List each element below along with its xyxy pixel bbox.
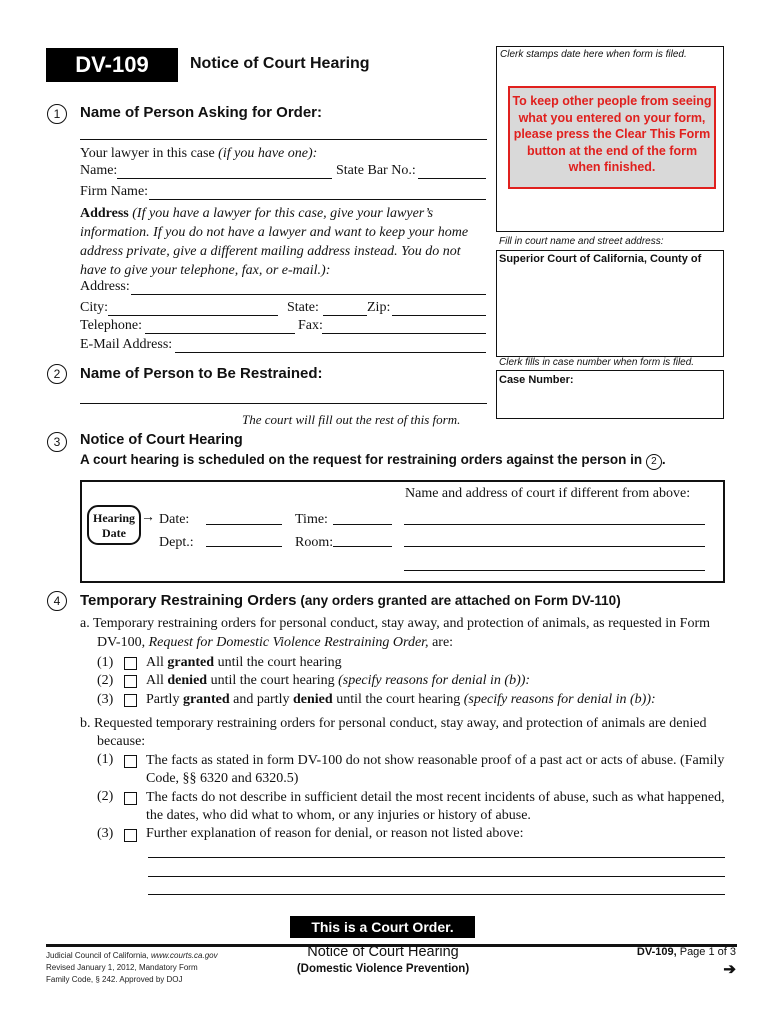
arrow-icon: → [141, 510, 155, 525]
t: and partly [229, 692, 293, 707]
alt-court-field-3[interactable] [404, 570, 705, 571]
telephone-label: Telephone: [80, 318, 142, 333]
address-label: Address: [80, 279, 130, 294]
a-opt-3-number: (3) [97, 692, 114, 707]
address-field[interactable] [131, 294, 486, 295]
court-name-note: Fill in court name and street address: [499, 236, 664, 247]
court-fill-note: The court will fill out the rest of this form. [242, 412, 461, 427]
date-label: Date: [159, 512, 190, 527]
l: The facts do not describe in sufficient detail the most recent incidents of abuse, such as what happened, [146, 790, 725, 805]
t: until the court hearing [214, 655, 342, 670]
form-id-badge: DV-109 [46, 48, 178, 82]
l: The facts as stated in form DV-100 do not show reasonable proof of a past act or acts of abuse. (Family [146, 753, 725, 768]
clear-form-warning: To keep other people from seeing what you entered on your form, please press the Clear This Form button at the end of the form when finished. [508, 86, 716, 189]
room-label: Room: [295, 535, 334, 550]
section-1-title: Name of Person Asking for Order: [80, 104, 322, 121]
address-note-1: (If you have a lawyer for this case, give your lawyer’s [132, 206, 434, 221]
name-label: Name: [80, 163, 118, 178]
hearing-text: A court hearing is scheduled on the request for restraining orders against the person in [80, 452, 643, 467]
court-name-field[interactable] [496, 250, 724, 357]
case-number-label: Case Number: [499, 374, 574, 386]
reason-field-3[interactable] [148, 894, 725, 895]
form-title: Notice of Court Hearing [190, 55, 370, 72]
b: granted [167, 655, 215, 670]
footer-form-id: DV-109, [636, 946, 677, 958]
l: the dates, who did what to whom, or any injuries or history of abuse. [146, 808, 531, 823]
state-bar-label: State Bar No.: [336, 163, 416, 178]
petitioner-name-field[interactable] [80, 139, 487, 140]
page-number: Page 1 of 3 [676, 946, 736, 958]
city-field[interactable] [108, 315, 278, 316]
state-label: State: [287, 300, 319, 315]
footer-title: Notice of Court Hearing [307, 944, 459, 960]
item-b-text-2: because: [97, 734, 146, 749]
item-a-text: a. Temporary restraining orders for personal conduct, stay away, and protection of animals, as requested in Form [80, 616, 710, 631]
lawyer-note: (if you have one): [218, 146, 318, 161]
firm-name-field[interactable] [149, 199, 486, 200]
b-opt-1-text [146, 752, 724, 788]
b-opt-1-checkbox[interactable] [124, 755, 137, 768]
footer-subtitle: (Domestic Violence Prevention) [296, 963, 470, 975]
city-label: City: [80, 300, 109, 315]
i: (specify reasons for denial in (b)): [338, 673, 531, 688]
t: Partly [146, 692, 183, 707]
reason-field-2[interactable] [148, 876, 725, 877]
time-field[interactable] [333, 524, 392, 525]
case-number-note: Clerk fills in case number when form is filed. [499, 357, 695, 368]
l: Family Code, § 242. Approved by DOJ [46, 975, 183, 984]
clerk-stamp-note: Clerk stamps date here when form is filed. [500, 49, 687, 60]
a-opt-3-text [146, 692, 656, 708]
hearing-scheduled-text: A court hearing is scheduled on the request for restraining orders against the person in 2 . [80, 452, 666, 470]
t: until the court hearing [207, 673, 339, 688]
b: granted [182, 692, 230, 707]
page-indicator [637, 946, 736, 958]
section-4-title-main: Temporary Restraining Orders [80, 592, 297, 609]
footer-left [46, 950, 218, 986]
firm-name-label: Firm Name: [80, 184, 149, 199]
lawyer-name-field[interactable] [117, 178, 332, 179]
dv100-title: Request for Domestic Violence Restraining Order, [148, 635, 429, 650]
a-opt-2-number: (2) [97, 673, 114, 688]
state-bar-field[interactable] [418, 178, 486, 179]
a-opt-3-checkbox[interactable] [124, 694, 137, 707]
dv100: DV-100, [97, 635, 146, 650]
dept-label: Dept.: [159, 535, 194, 550]
fax-field[interactable] [322, 333, 486, 334]
zip-field[interactable] [392, 315, 486, 316]
reason-field-1[interactable] [148, 857, 725, 858]
state-field[interactable] [323, 315, 367, 316]
lawyer-line [80, 146, 317, 162]
l: Code, §§ 6320 and 6320.5) [146, 771, 299, 786]
hearing-word: Hearing [93, 511, 135, 525]
alt-court-field-2[interactable] [404, 546, 705, 547]
t: All [146, 655, 168, 670]
item-b-text: b. Requested temporary restraining orders for personal conduct, stay away, and protection of animals are denied [80, 716, 707, 731]
b-opt-3-number: (3) [97, 826, 114, 841]
ref-2: 2 [646, 454, 662, 470]
i: (specify reasons for denial in (b)): [463, 692, 656, 707]
restrained-name-field[interactable] [80, 403, 487, 404]
a-opt-1-checkbox[interactable] [124, 657, 137, 670]
t: All [146, 673, 168, 688]
court-order-banner: This is a Court Order. [290, 916, 475, 938]
section-2-title: Name of Person to Be Restrained: [80, 365, 323, 382]
a-opt-1-number: (1) [97, 655, 114, 670]
b-opt-2-number: (2) [97, 789, 114, 804]
address-heading: Address [80, 206, 129, 221]
b: denied [293, 692, 333, 707]
section-2-number: 2 [47, 364, 67, 384]
dept-field[interactable] [206, 546, 282, 547]
hearing-date-badge [87, 505, 141, 545]
b-opt-1-number: (1) [97, 752, 114, 767]
t: until the court hearing [332, 692, 464, 707]
address-note-4: have to give your telephone, fax, or e-mail.): [80, 263, 331, 278]
section-3-title: Notice of Court Hearing [80, 432, 243, 448]
telephone-field[interactable] [145, 333, 295, 334]
email-label: E-Mail Address: [80, 337, 173, 352]
alt-court-label: Name and address of court if different from above: [405, 486, 691, 501]
b-opt-3-checkbox[interactable] [124, 829, 137, 842]
email-field[interactable] [175, 352, 486, 353]
section-3-number: 3 [47, 432, 67, 452]
website-link[interactable]: www.courts.ca.gov [150, 951, 218, 960]
a-opt-1-text [146, 655, 342, 671]
section-4-number: 4 [47, 591, 67, 611]
alt-court-field-1[interactable] [404, 524, 705, 525]
a-opt-2-text [146, 673, 530, 689]
l: Revised January 1, 2012, Mandatory Form [46, 963, 198, 972]
b: denied [167, 673, 208, 688]
address-note-3: address private, give a different mailing address instead. You do not [80, 244, 461, 259]
section-4-title-note: (any orders granted are attached on Form DV-110) [300, 593, 621, 608]
room-field[interactable] [333, 546, 392, 547]
section-4-title [80, 592, 621, 609]
lawyer-label: Your lawyer in this case [80, 146, 215, 161]
section-1-number: 1 [47, 104, 67, 124]
item-a-text-2 [97, 635, 453, 651]
zip-label: Zip: [367, 300, 391, 315]
address-instructions [80, 204, 468, 280]
next-page-arrow-icon[interactable]: ➔ [723, 962, 736, 978]
address-note-2: information. If you do not have a lawyer and want to keep your home [80, 225, 469, 240]
b-opt-2-checkbox[interactable] [124, 792, 137, 805]
are-word: are: [432, 635, 454, 650]
a-opt-2-checkbox[interactable] [124, 675, 137, 688]
b-opt-2-text [146, 789, 725, 825]
time-label: Time: [295, 512, 328, 527]
b-opt-3-text: Further explanation of reason for denial, or reason not listed above: [146, 826, 524, 841]
date-field[interactable] [206, 524, 282, 525]
l: Judicial Council of California, [46, 951, 151, 960]
fax-label: Fax: [298, 318, 323, 333]
court-label: Superior Court of California, County of [499, 253, 702, 265]
date-word: Date [102, 526, 126, 540]
